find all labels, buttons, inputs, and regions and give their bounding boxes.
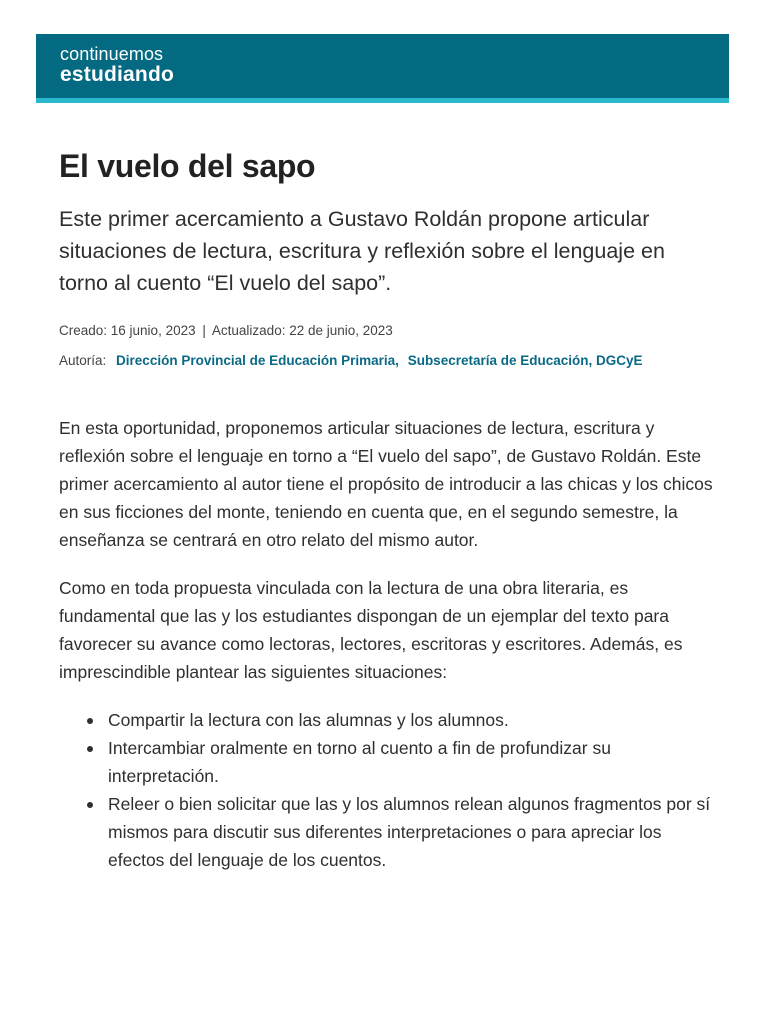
body-paragraph: En esta oportunidad, proponemos articular situaciones de lectura, escritura y reflexión sobre el lenguaje en torno a “El vuelo del sapo”, de Gustavo Roldán. Este primer acercamiento al autor tiene el propósito de introducir a las chicas y los chicos en sus ficciones del monte, teniendo en cuenta que, en el segundo semestre, la enseñanza se centrará en otro relato del mismo autor. bbox=[59, 418, 713, 550]
created-date: Creado: 16 junio, 2023 bbox=[59, 323, 196, 338]
authors-label: Autoría: bbox=[59, 353, 107, 368]
list-item: Releer o bien solicitar que las y los alumnos relean algunos fragmentos por sí mismos para discutir sus diferentes interpretaciones o para apreciar los efectos del lenguaje de los cuentos. bbox=[108, 790, 719, 874]
author-link-subsecretaria[interactable]: Subsecretaría de Educación, DGCyE bbox=[407, 353, 643, 368]
article-body bbox=[59, 414, 719, 874]
list-item: Intercambiar oralmente en torno al cuento a fin de profundizar su interpretación. bbox=[108, 734, 719, 790]
body-paragraph: Como en toda propuesta vinculada con la lectura de una obra literaria, es fundamental que las y los estudiantes dispongan de un ejemplar del texto para favorecer su avance como lectoras, lectores, escritoras y escritores. Además, es imprescindible plantear las siguientes situaciones: bbox=[59, 578, 683, 682]
site-header bbox=[36, 34, 729, 103]
author-link-primaria[interactable]: Dirección Provincial de Educación Primaria bbox=[116, 353, 396, 368]
article-dates bbox=[59, 323, 719, 339]
meta-separator: | bbox=[202, 323, 206, 338]
article-subtitle: Este primer acercamiento a Gustavo Roldán propone articular situaciones de lectura, escritura y reflexión sobre el lenguaje en torno al cuento “El vuelo del sapo”. bbox=[59, 207, 665, 295]
article-authors bbox=[59, 353, 719, 369]
site-logo[interactable] bbox=[60, 45, 174, 85]
list-item: Compartir la lectura con las alumnas y los alumnos. bbox=[108, 706, 719, 734]
article bbox=[59, 146, 719, 874]
situations-list bbox=[59, 706, 719, 874]
updated-date: Actualizado: 22 de junio, 2023 bbox=[211, 323, 393, 338]
author-separator: , bbox=[395, 353, 399, 368]
logo-bottom-text: estudiando bbox=[60, 63, 175, 86]
logo-top-text: continuemos bbox=[60, 44, 164, 64]
page-title: El vuelo del sapo bbox=[59, 148, 316, 184]
